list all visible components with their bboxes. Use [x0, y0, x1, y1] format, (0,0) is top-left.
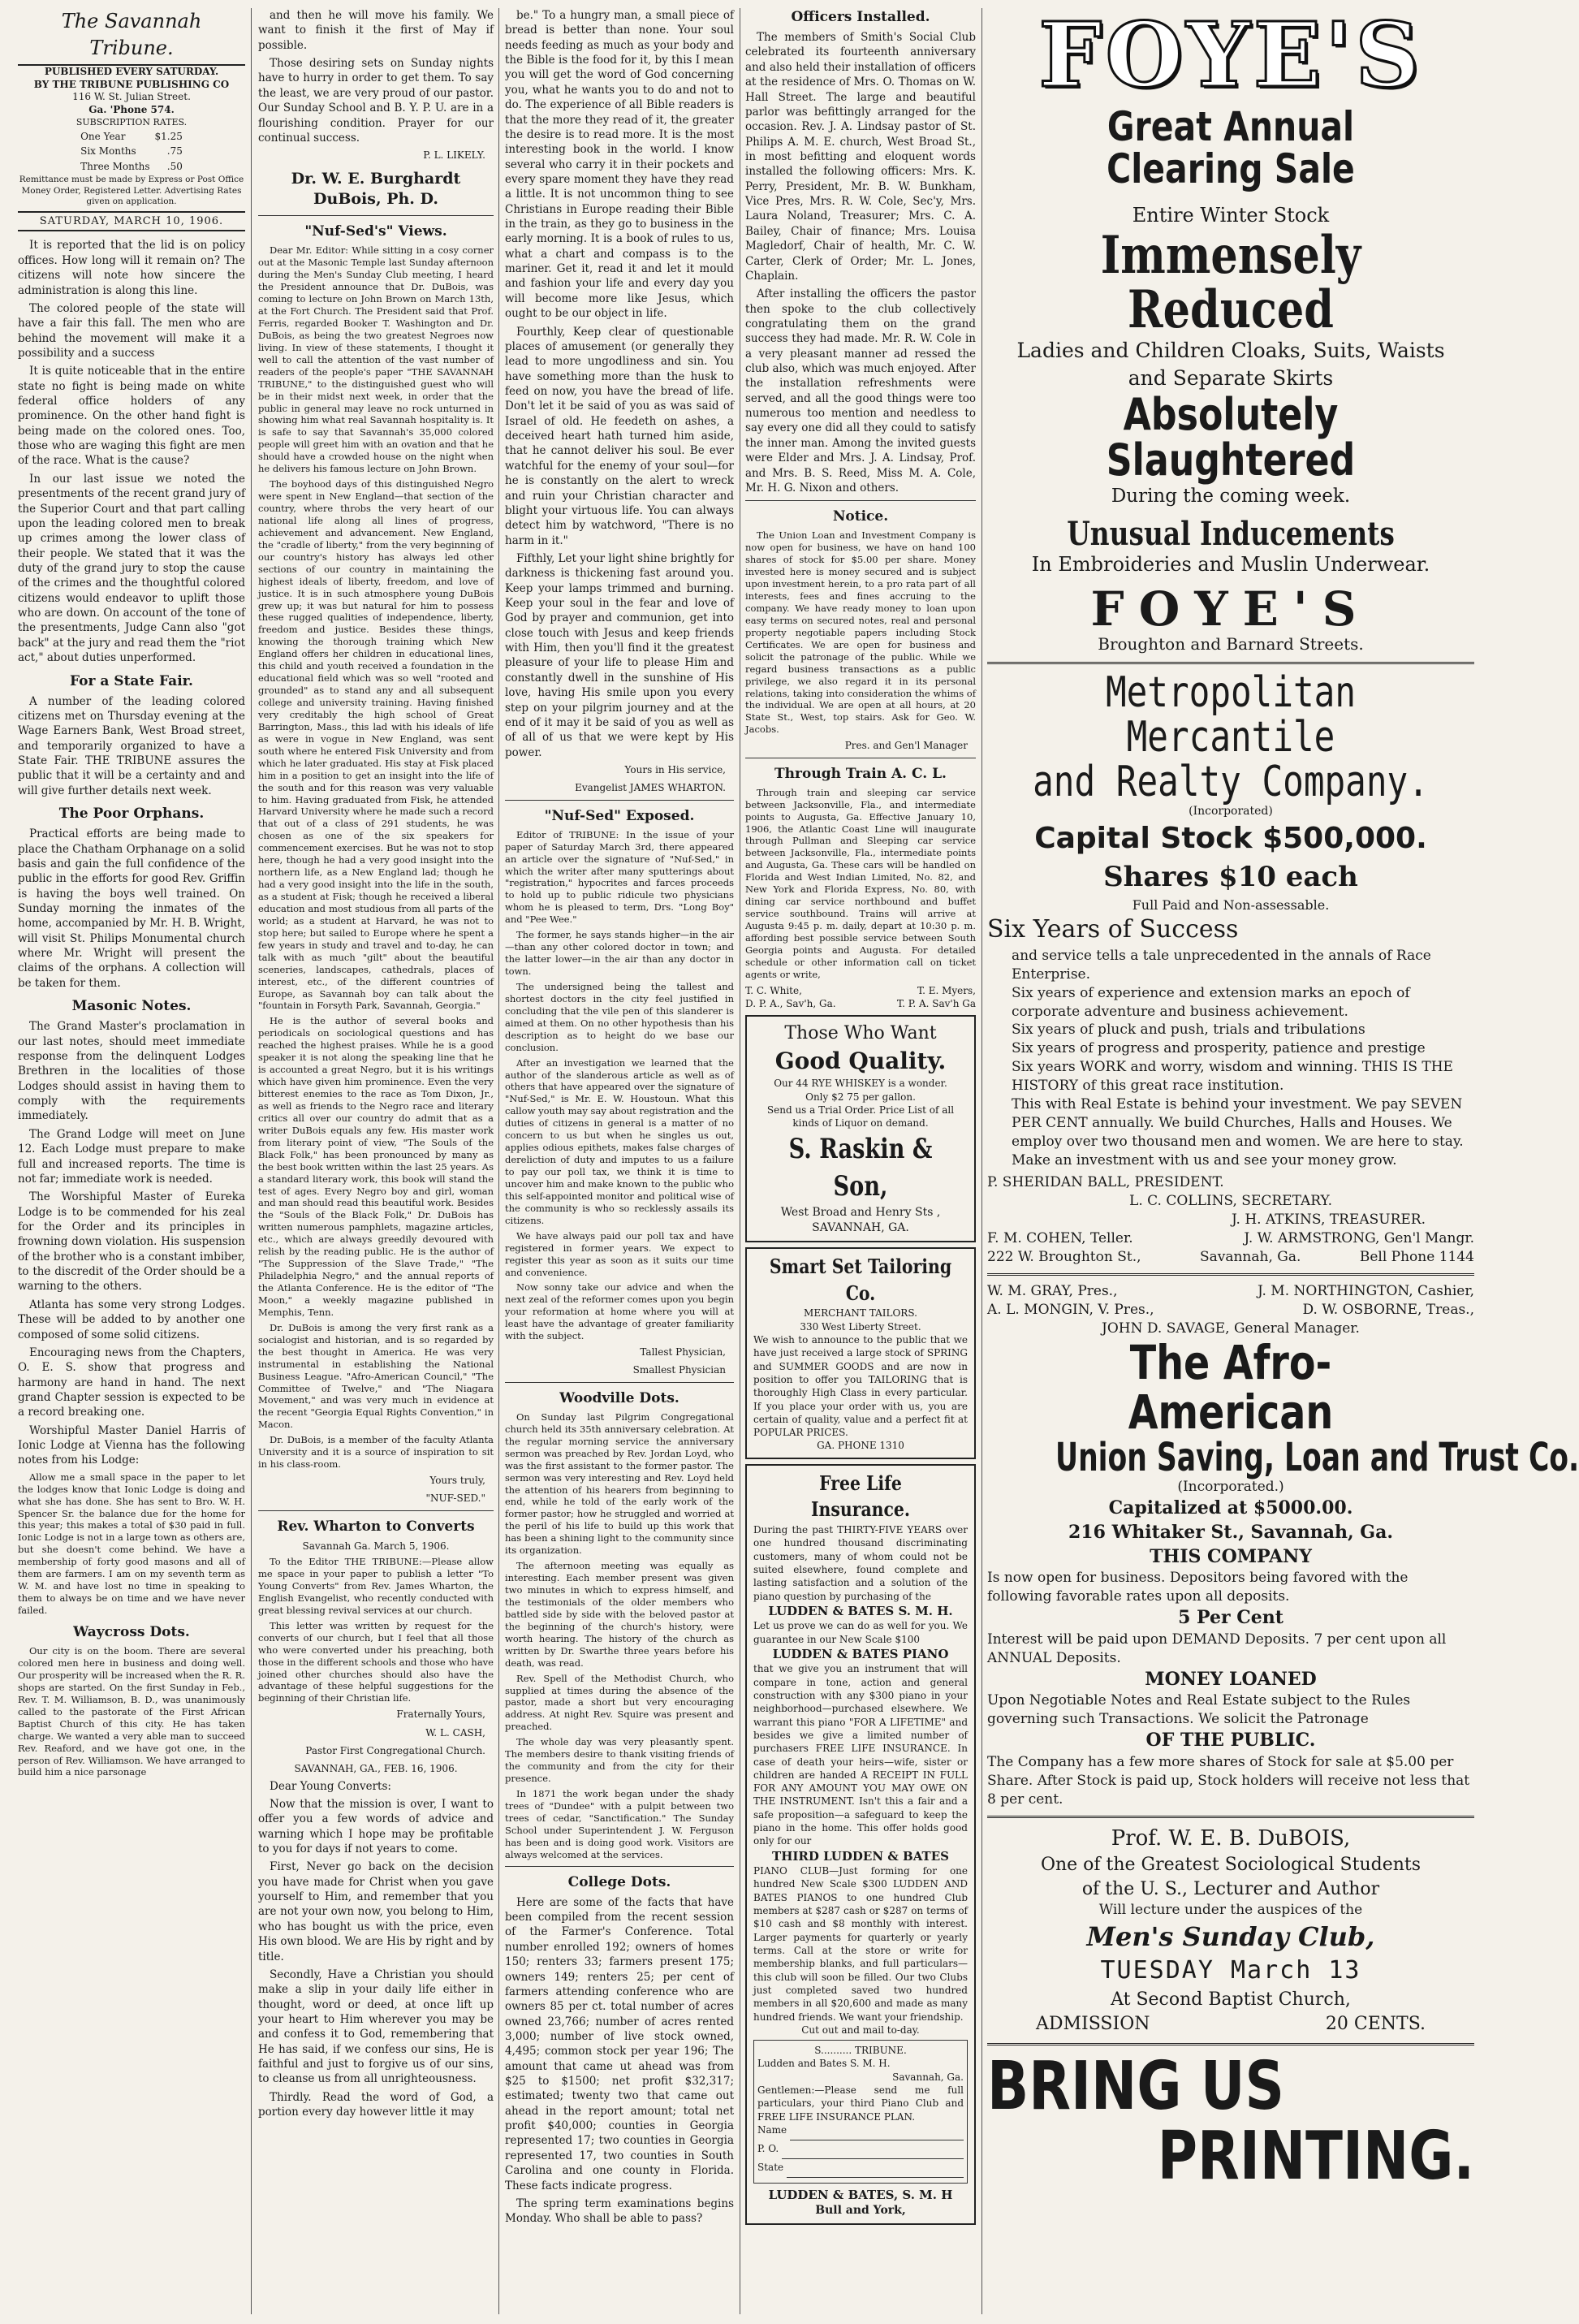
ad-line: In Embroideries and Muslin Underwear. — [1031, 553, 1430, 577]
officer-line: J. H. ATKINS, TREASURER. — [1232, 1211, 1426, 1228]
article-paragraph: Worshipful Master Daniel Harris of Ionic Lodge at Vienna has the following notes from his Lodge: — [18, 1423, 245, 1467]
headline-masonic-notes: Masonic Notes. — [71, 998, 192, 1015]
signature: Yours truly, — [429, 1475, 485, 1487]
article-paragraph: A number of the leading colored citizens met on Thursday evening at the Wage Earners Bank, West Broad street, and temporarily organized to have a State Fair. THE TRIBUNE assures the public that it will be a certainty and and will give further details next week. — [18, 694, 245, 797]
signature: Evangelist JAMES WHARTON. — [575, 782, 726, 794]
article-paragraph: and then he will move his family. We want to finish it the first of May if possible. — [258, 9, 494, 52]
article-paragraph: Encouraging news from the Chapters, O. E. S. show that progress and harmony are hand in hand. The next grand Chapter session is expected to be a record breaking one. — [18, 1346, 245, 1419]
admission-row — [987, 2012, 1474, 2037]
ad-line: that we give you an instrument that will compare in tone, action and general construction with any $300 piano in your neighborhood—purchased elsewhere. We warrant this piano "FOR A LIFETIME" and besides we give a limited number of purchasers FREE LIFE INSURANCE. In case of death your heirs—wife, sister or children are handed A RECEIPT IN FULL FOR ANY AMOUNT YOU MAY OWE ON THE INSTRUMENT. Isn't this a fair and a safe proposition—a safeguard to keep the piano in the home. This offer holds good only for our — [753, 1663, 968, 1847]
ad-line: Upon Negotiable Notes and Real Estate subject to the Rules governing such Transactions. We solicit the Patronage — [987, 1692, 1411, 1728]
officer-row — [987, 1229, 1474, 1248]
signature: T. C. White, — [745, 984, 802, 996]
ad-line: Entire Winter Stock — [1132, 203, 1330, 227]
coupon-line: Gentlemen:—Please send me full particulars, your third Piano Club and FREE LIFE INSURANCE PLAN. — [757, 2084, 964, 2123]
headline-notice: Notice. — [832, 508, 889, 525]
officer-row — [987, 1282, 1474, 1301]
coupon-line: Savannah, Ga. — [892, 2071, 964, 2083]
article-paragraph: Dr. DuBois is among the very first rank as a socialogist and historian, and is so regarded by the best thought in America. He was very instrumental in establishing the National Business League. "Afro-American Council," "The Committee of Twelve," and "The Niagara Movement," and was very much in evidence at the recent "Georgia Equal Rights Convention," in Macon. — [258, 1321, 494, 1431]
union-title: The Afro-American — [1128, 1335, 1334, 1441]
article-paragraph: The Grand Lodge will meet on June 12. Each Lodge must prepare to make full and increased reports. The time is not far; immediate work is needed. — [18, 1127, 245, 1186]
ad-line: Six years of pluck and push, trials and tribulations — [1012, 1022, 1365, 1039]
ad-line: Broughton and Barnard Streets. — [1098, 634, 1364, 654]
headline-officers-installed: Officers Installed. — [791, 9, 930, 25]
column-rule — [251, 8, 252, 2314]
coupon-line: S.......... TRIBUNE. — [814, 2045, 907, 2057]
ad-line: Our 44 RYE WHISKEY is a wonder. — [774, 1078, 947, 1090]
article-paragraph: The undersigned being the tallest and shortest doctors in the city feel justified in concluding that the vile pen of this slanderer is aimed at them. On no other hypothesis than his description as to height do we base our conclusion. — [505, 980, 734, 1053]
officer-line: J. W. ARMSTRONG, Gen'l Mangr. — [1244, 1229, 1474, 1246]
foyes-title: FOYE'S — [1038, 2, 1423, 107]
field-line — [787, 2162, 964, 2178]
officer-line: L. C. COLLINS, SECRETARY. — [1129, 1192, 1332, 1209]
rate-price: .50 — [166, 160, 183, 172]
signature: Smallest Physician — [632, 1364, 726, 1376]
ad-line: This with Real Estate is behind your investment. We pay SEVEN PER CENT annually. We build Churches, Halls and Houses. We employ over two thousand men and women. We are here to stay. Make an investment with us and see your money grow. — [1012, 1096, 1464, 1169]
remittance-note: Remittance must be made by Express or Post Office Money Order, Registered Letter. Advertising Rates given on application. — [19, 174, 244, 207]
field-line — [790, 2125, 964, 2140]
ad-line: LUDDEN & BATES S. M. H. — [768, 1603, 953, 1618]
ad-line: THIS COMPANY — [1150, 1545, 1312, 1567]
ad-footer: LUDDEN & BATES, S. M. H — [768, 2188, 953, 2203]
ad-line: Immensely Reduced — [1100, 224, 1361, 341]
ad-line: 216 Whitaker St., Savannah, Ga. — [1068, 1521, 1394, 1543]
ad-line: At Second Baptist Church, — [1111, 1989, 1351, 2010]
mail-coupon[interactable] — [753, 2040, 968, 2184]
rates-title: SUBSCRIPTION RATES. — [75, 116, 188, 127]
article-paragraph: This letter was written by request for the converts of our church, but I feel that all those who were converted under his preaching, both those in the different schools and those who have joined other churches should also have the advantage of these helpful suggestions for the beginning of their Christian life. — [258, 1619, 494, 1704]
printing-title: PRINTING. — [1157, 2117, 1474, 2195]
signature: Tallest Physician, — [640, 1346, 726, 1359]
ludden-bates-ad — [745, 1464, 976, 2226]
article-paragraph: After an investigation we learned that the author of the slanderous article as well as of others that have appeared over the signature of "Nuf-Sed," is Mr. E. W. Houstoun. What this callow youth may say about registration and the duties of citizens in general is a matter of no concern to us but when he singles us out, applies odious epithets, makes false charges of dereliction of duty and imputes to us a failure to pay our poll tax, we think it is time to uncover him and make known to the public who this self-appointed monitor and political wise of the community is who so recklessly assails its citizens. — [505, 1056, 734, 1226]
editorial-paragraph: The colored people of the state will have a fair this fall. The men who are behind the movement will make it a possibility and a success — [18, 301, 245, 360]
foyes-ad — [987, 2, 1474, 655]
headline-nufsed-views: "Nuf-Sed's" Views. — [304, 223, 447, 240]
union-saving-ad — [987, 1282, 1579, 1809]
article-paragraph: He is the author of several books and periodicals on sociological questions and has reached the highest praises. While he is a good speaker it is not along the speaking line that he is accounted a great Negro, but it is his writings which have given him prominence. Even the very bitterest enemies to the race as Tom Dixon, Jr., as well as friends to the Negro race and literary critics all over our country do admit that as a writer DuBois equals any few. His master work from literary point of view, "The Souls of the Black Folk," has been pronounced by many as the best book written within the last 25 years. As a standard literary work, this book will stand the test of ages. Every Negro boy and girl, woman and man should read this beautiful work. Besides the "Souls of the Black Folk," Dr. DuBois has written numerous pamphlets, magazine articles, etc., which are always greedily devoured with relish by the reading public. He is the author of "The Suppression of the Slave Trade," "The Philadelphia Negro," and the annual reports of the Atlanta Conference. He is the editor of "The Moon," a weekly magazine published in Memphis, Tenn. — [258, 1015, 494, 1318]
headline-college-dots: College Dots. — [567, 1873, 671, 1890]
article-paragraph: To the Editor THE TRIBUNE:—Please allow me space in your paper to publish a letter "To Young Converts" from Rev. James Wharton, the English Evangelist, who recently conducted with great blessing revival services at our church. — [258, 1556, 494, 1616]
ad-line: One of the Greatest Sociological Students — [1040, 1854, 1422, 1875]
ad-line: 5 Per Cent — [1178, 1607, 1283, 1629]
field-label: Name — [757, 2124, 787, 2136]
ad-line: Interest will be paid upon DEMAND Deposits. 7 per cent upon all ANNUAL Deposits. — [987, 1631, 1447, 1666]
ad-line: West Broad and Henry Sts , — [780, 1206, 941, 1220]
divider — [745, 500, 976, 501]
ad-line: Six years WORK and worry, wisdom and winning. THIS IS THE HISTORY of this great race institution. — [1012, 1059, 1453, 1095]
ad-line: During the coming week. — [1111, 486, 1351, 508]
name-field[interactable] — [757, 2123, 964, 2142]
signature: Pastor First Congregational Church. — [305, 1744, 485, 1756]
officer-line: F. M. COHEN, Teller. — [987, 1229, 1133, 1246]
ad-line: 20 CENTS. — [1325, 2013, 1426, 2034]
divider — [987, 662, 1474, 664]
signature: W. L. CASH, — [425, 1726, 485, 1739]
rate-row — [79, 145, 184, 158]
divider — [987, 1816, 1474, 1818]
article-paragraph: After installing the officers the pastor then spoke to the club collectively congratulating them on the grand success they had made. Mr. R. W. Cole in a very pleasant manner ad ressed the club also, which was much enjoyed. After the installation refreshments were served, and all the good things were too numerous too mention and needless to say every one did all they could to satisfy the inner man. Among the invited guests were Elder and Mrs. J. A. Lindsay, Prof. and Mrs. B. S. Reed, Miss M. A. Cole, Mr. H. G. Nixon and others. — [745, 287, 976, 495]
ad-line: and Separate Skirts — [1128, 366, 1334, 391]
ad-line: (Incorporated) — [1189, 805, 1273, 819]
rate-row — [79, 130, 184, 143]
column-5 — [987, 2, 1579, 2313]
ad-line: ADMISSION — [1036, 2013, 1150, 2034]
column-1 — [18, 8, 245, 2313]
column-rule — [498, 8, 499, 2314]
ad-line: Capital Stock $500,000. — [1034, 822, 1427, 856]
ad-name: S. Raskin & Son, — [788, 1132, 933, 1203]
field-label: State — [757, 2162, 784, 2174]
state-field[interactable] — [757, 2161, 964, 2179]
ad-line: LUDDEN & BATES PIANO — [772, 1646, 949, 1661]
train-signatures — [745, 984, 976, 997]
ad-footer: Bull and York, — [815, 2204, 906, 2218]
dateline: Savannah Ga. March 5, 1906. — [302, 1540, 450, 1552]
po-field[interactable] — [757, 2142, 964, 2161]
ad-line: Good Quality. — [774, 1048, 947, 1075]
ad-line: OF THE PUBLIC. — [1145, 1730, 1316, 1752]
headline-dubois: Dr. W. E. Burghardt DuBois, Ph. D. — [291, 169, 461, 209]
divider — [987, 2043, 1474, 2045]
article-paragraph: The members of Smith's Social Club celebrated its fourteenth anniversary and also held their installation of officers at the residence of Mrs. O. Thomas on W. Hall Street. The large and beautiful parlor was befittingly arranged for the occasion. Rev. J. A. Lindsay pastor of St. Philips A. M. E. church, West Broad St., in most befitting and eloquent words installed the following officers: Mrs. K. Perry, President, Mr. B. W. Bunkham, Vice Pres, Mrs. R. W. Cole, Sec'y, Mrs. Laura Noland, Treasurer; Mrs. C. A. Bailey, Chair of finance; Mrs. Louisa Magledorf, Chair of health, Mr. C. W. Carter, Clerk of Order; Mr. L. Jones, Chaplain. — [745, 31, 976, 283]
ad-line: 330 West Liberty Street. — [800, 1320, 921, 1333]
article-paragraph: The whole day was very pleasantly spent. The members desire to thank visiting friends of the community and from the city for their presence. — [505, 1736, 734, 1785]
ad-line: MERCHANT TAILORS. — [804, 1307, 917, 1320]
headline-through-train: Through Train A. C. L. — [774, 765, 947, 782]
train-signatures — [745, 997, 976, 1010]
raskin-ad — [745, 1015, 976, 1242]
headline-woodville-dots: Woodville Dots. — [559, 1389, 679, 1406]
article-paragraph: The Union Loan and Investment Company is now open for business, we have on hand 100 shares of stock for $5.00 per share. Money invested here is money secured and is subject upon investment herein, to a pro rata part of all interests, fees and fines accruing to the company. We have ready money to loan upon easy terms on secured notes, real and personal property negotiable papers including Stock Certificates. We are open for business and solicit the patronage of the public. While we regard business transactions as a public privilege, we also regard it in its personal relations, taking into consideration the whims of the individual. We are open at all hours, at 20 State St., West, top stairs. Ask for Geo. W. Jacobs. — [745, 529, 976, 736]
issue-date: SATURDAY, MARCH 10, 1906. — [18, 211, 245, 232]
article-paragraph: Dr. DuBois, is a member of the faculty Atlanta University and it is a source of inspiration to sit in his class-room. — [258, 1434, 494, 1471]
masthead-phone: Ga. 'Phone 574. — [88, 104, 175, 116]
ad-line: Six years of progress and prosperity, patience and prestige — [1012, 1040, 1426, 1057]
coupon-line: Ludden and Bates S. M. H. — [757, 2058, 891, 2070]
foyes-sub: Great Annual Clearing Sale — [1107, 102, 1355, 192]
field-line — [782, 2144, 964, 2159]
editorial-paragraph: It is quite noticeable that in the entire state no fight is being made on white federal office holders of any prominence. On the other hand fight is being made on the colored ones. Too, those who are waging this fight are men of the race. What is the cause? — [18, 365, 245, 468]
ad-line: Those Who Want — [784, 1023, 937, 1044]
article-paragraph: The Worshipful Master of Eureka Lodge is to be commended for his zeal for the Order and its principles in frowning down violation. His suspension of the brother who is a constant imbiber, to the discredit of the Order should be a warning to the others. — [18, 1190, 245, 1294]
ad-line: We wish to announce to the public that we have just received a large stock of SPRING and SUMMER GOODS and are now in position to offer you TAILORING that is thoroughly High Class in every particular. If you place your order with us, you are certain of quality, value and a perfect fit at POPULAR PRICES. — [753, 1333, 968, 1439]
headline-poor-orphans: The Poor Orphans. — [58, 806, 205, 823]
article-paragraph: Our city is on the boom. There are several colored men here in business and doing well. Our prosperity will be increased when the R. R. shops are started. On the first Sunday in Feb., Rev. T. M. Williamson, B. D., was unanimously called to the pastorate of the First African Baptist Church of this city. He has taken charge. We wanted a very able man to succeed Rev. Reaford, and we have got one, in the person of Rev. Williamson. We have arranged to build him a nice parsonage — [18, 1645, 245, 1778]
rates-table — [77, 128, 186, 175]
ad-line: Six Years of Success — [987, 915, 1239, 944]
article-paragraph: The boyhood days of this distinguished Negro were spent in New England—that section of the country, where throbs the very heart of our national life along all lines of progress, achievement and advancement. New England, the "cradle of liberty," from the very beginning of our country's history has always led other sections of our country in maintaining the highest ideals of liberty, freedom, and love of justice. It is in such atmosphere young DuBois grew up; it was but natural for him to possess these rugged qualities of independence, liberty, freedom and justice. Besides these things, knowing the thorough training which New England offers her children in educational lines, this child and youth received a foundation in the educational field which was so well "rooted and grounded" as to stand any and all subsequent college and university training. Having finished very creditably the high school of Great Barrington, Mass., this lad with his ideals of life as were in vogue in New England, was sent south where he entered Fisk University and from which he later graduated. His stay at Fisk placed him in a position to get an insight into the life of the south and for this reason was very valuable to him. Having graduated from Fisk, he attended Harvard University where he made such a record that out of a class of 291 students, he was chosen as one of the six speakers for commencement exercises. But he was not to stop here, though he had a very good insight into the northern life, as a New England lad; though he had a very good insight into the life in the south, as a student at Fisk; though he received a liberal education and most studious from all parts of the world; as a student at Harvard, he was not to stop here; but sailed to Europe where he spent a few years in study and travel and to-day, he can talk with as much "gilt" about the beautiful sceneries, landscapes, cathedrals, places of interest, etc., of the different countries of Europe, as Savannah boy can talk about the "fountain in Forsyth Park, Savannah, Georgia." — [258, 478, 494, 1012]
ad-line: The Company has a few more shares of Stock for sale at $5.00 per Share. After Stock is paid up, Stock holders will receive not less that 8 per cent. — [987, 1754, 1470, 1808]
article-paragraph: We have always paid our poll tax and have registered in former years. We expect to register this year as soon as it suits our time and convenience. — [505, 1229, 734, 1278]
column-2 — [258, 8, 494, 2313]
ad-line: Cut out and mail to-day. — [801, 2024, 920, 2036]
column-4 — [745, 8, 976, 2313]
address-row — [987, 1248, 1474, 1267]
union-title: Union Saving, Loan and Trust Co. — [1055, 1434, 1579, 1480]
article-paragraph: Allow me a small space in the paper to let the lodges know that Ionic Lodge is doing and what she has done. She has sent to Bro. W. H. Spencer Sr. the balance due for the home for this year; this makes a total of $30 paid in full. Ionic Lodge is not in a large town as others are, but she doesn't come behind. We have a membership of forty good masons and all of them are farmers. I am on my seventh term as W. M. and have lost no time in speaking to them to always be on time and we have never failed. — [18, 1471, 245, 1617]
article-paragraph: Fourthly, Keep clear of questionable places of amusement (or generally they lead to more ungodliness and sin. You have something more than the husk to feed on now, you have the bread of life. Don't let it be said of you as was said of Israel of old. He feedeth on ashes, a deceived heart hath turned him aside, that he cannot deliver his soul. Be ever watchful for the enemy of your soul—for he is constantly on the alert to wreck and ruin your Christian character and blight your virtuous life. You can always detect him by watchword, "There is no harm in it." — [505, 325, 734, 547]
rate-row — [79, 160, 184, 173]
ad-line: Prof. W. E. B. DuBOIS, — [1111, 1825, 1351, 1851]
metro-title: and Realty Company. — [1033, 757, 1429, 806]
masthead-publisher: BY THE TRIBUNE PUBLISHING CO — [33, 78, 230, 90]
article-paragraph: Here are some of the facts that have been compiled from the recent session of the Farmer's Conference. Total number enrolled 192; owners of homes 150; renters 33; farmers present 175; owners 149; renters 25; per cent of farmers attending conference who are owners 85 per ct. total number of acres owned 23,766; number of acres rented 3,000; number of live stock owned, 4,495; common stock per year 196; The amount that came ut ahead was from $25 to $1500; net profit $32,317; estimated; twenty two that came out ahead in the report amount; total net profit $40,000; counties in Georgia represented 17; two counties in Georgia represented 17, two counties in South Carolina and one county in Florida. These facts indicate progress. — [505, 1895, 734, 2192]
ad-name: Free Life Insurance. — [810, 1471, 911, 1522]
officer-line: D. W. OSBORNE, Treas., — [1302, 1302, 1474, 1319]
ad-line: Six years of experience and extension marks an epoch of corporate adventure and business achievement. — [1012, 984, 1410, 1020]
ad-line: Let us prove we can do as well for you. We guarantee in our New Scale $100 — [753, 1620, 968, 1645]
article-paragraph: Through train and sleeping car service between Jacksonville, Fla., and intermediate points to Augusta, Ga. Effective January 10, 1906, the Atlantic Coast Line will inaugurate through Pullman and Sleeping car service between Jacksonville, Fla., intermediate points and Augusta, Ga. These cars will be handled on Florida and West Indian Limited, No. 82, and New York and Florida Express, No. 80, with dining car service northbound and buffet service southbound. Trains will arrive at Augusta 9:45 p. m. daily, depart at 10:30 p. m. affording best possible service between South Georgia points and Augusta. For detailed schedule or other information call on ticket agents or write, — [745, 786, 976, 980]
article-paragraph: The afternoon meeting was equally as interesting. Each member present was given two minutes in which to express himself, and the testimonials of the older members who battled side by side with the beloved pastor at the beginning of the church's history, were worth hearing. The history of the church as written by Dr. Swarthe three years before his death, was read. — [505, 1560, 734, 1669]
editorial-paragraph: It is reported that the lid is on policy offices. How long will it remain on? The citizens will note how sincere the administration is along this line. — [18, 239, 245, 297]
ad-line: SAVANNAH, GA. — [812, 1221, 909, 1235]
ad-line: 222 W. Broughton St., — [987, 1248, 1141, 1265]
article-paragraph: Now sonny take our advice and when the next zeal of the reformer comes upon you begin your reformation at home where you will at least have the advantage of greater familiarity with the subject. — [505, 1281, 734, 1342]
ad-line: Bell Phone 1144 — [1359, 1248, 1474, 1265]
article-paragraph: The former, he says stands higher—in the air—than any other colored doctor in town; and the latter lower—in the air than any doctor in town. — [505, 929, 734, 978]
officer-row — [987, 1301, 1474, 1320]
printing-ad — [987, 2047, 1474, 2195]
headline-wharton: Rev. Wharton to Converts — [277, 1518, 475, 1535]
rate-price: $1.25 — [154, 130, 183, 142]
masthead-published: PUBLISHED EVERY SATURDAY. — [44, 66, 219, 78]
ad-line: GA. PHONE 1310 — [817, 1440, 904, 1452]
ad-line: Savannah, Ga. — [1199, 1248, 1301, 1265]
foyes-name: FOYE'S — [1090, 581, 1371, 637]
ad-line: MONEY LOANED — [1145, 1668, 1317, 1690]
article-paragraph: Editor of TRIBUNE: In the issue of your paper of Saturday March 3rd, there appeared an article over the signature of "Nuf-Sed," in which the writer after many sputterings about "registration," hypocrites and farces proceeds to hold up to public ridicule two physicians whom he is pleased to term, Drs. "Long Boy" and "Pee Wee." — [505, 828, 734, 926]
rate-label: One Year — [80, 130, 126, 142]
ad-line: TUESDAY March 13 — [1100, 1956, 1361, 1985]
article-paragraph: Those desiring sets on Sunday nights have to hurry in order to get them. To say the least, we are very proud of our pastor. Our Sunday School and B. Y. P. U. are in a flourishing condition. Prayer for our continual success. — [258, 57, 494, 145]
headline-state-fair: For a State Fair. — [70, 672, 193, 689]
column-rule — [981, 8, 982, 2314]
ad-line: Is now open for business. Depositors being favored with the following favorable rates upon all deposits. — [987, 1570, 1409, 1605]
article-paragraph: On Sunday last Pilgrim Congregational church held its 35th anniversary celebration. At the regular morning service the anniversary sermon was preached by Rev. Jordan Loyd, who was the first assistant to the former pastor. The sermon was very interesting and Rev. Loyd held the attention of his hearers from beginning to end, while he told of the early work of the former pastor; how he struggled and worried at the peril of his life to build up this work that has been a shining light to the community since its organization. — [505, 1410, 734, 1557]
ad-line: Full Paid and Non-assessable. — [1132, 896, 1330, 913]
signature: Pres. and Gen'l Manager — [844, 740, 968, 752]
officer-line: A. L. MONGIN, V. Pres., — [987, 1302, 1154, 1319]
divider — [505, 1382, 734, 1383]
article-paragraph: Rev. Spell of the Methodist Church, who supplied at times during the absence of the pastor, made a short but very encouraging address. At night Rev. Squire was present and preached. — [505, 1672, 734, 1733]
rate-label: Six Months — [80, 145, 136, 158]
article-paragraph: Secondly, Have a Christian you should make a slip in your daily life either in thought, word or deed, at once lift up your heart to Him wherever you may be and confess it to God, remembering that He has said, if we confess our sins, He is faithful and just to forgive us of our sins, to cleanse us from all unrighteousness. — [258, 1968, 494, 2086]
ad-line: PIANO CLUB—Just forming for one hundred New Scale $300 LUDDEN AND BATES PIANOS to one hundred Club members at $287 cash or $287 on terms of $10 cash and $8 monthly with interest. Larger payments for quarterly or yearly terms. Call at the store or write for membership blanks, and full particulars—this club will soon be filled. Our two Clubs just completed saved two hundred members in all $20,600 and made as many hundred friends. We want your friendship. — [753, 1865, 968, 2023]
ad-name: Smart Set Tailoring Co. — [769, 1255, 952, 1305]
metro-title: Metropolitan Mercantile — [1105, 668, 1357, 762]
field-label: P. O. — [757, 2143, 779, 2155]
ad-line: Unusual Inducements — [1067, 515, 1395, 554]
article-paragraph: Now that the mission is over, I want to offer you a few words of advice and warning which I hope may be profitable to you for days if not years to come. — [258, 1797, 494, 1856]
article-paragraph: The Grand Master's proclamation in our last notes, should meet immediate response from the delinquent Lodges Brethren in the localities of those Lodges should assist in having them to comply with the requirements immediately. — [18, 1020, 245, 1123]
editorial-paragraph: In our last issue we noted the presentments of the recent grand jury of the Superior Court and that part calling upon the leading colored men to break up crimes among the lower class of their people. We stated that it was the duty of the grand jury to stop the cause of the crimes and the thoughtful colored citizens would endeavor to uplift those who are down. On account of the tone of the presentments, Judge Cann also "got back" at the jury and read them the "riot act," about duties unperformed. — [18, 472, 245, 665]
ad-line: Only $2 75 per gallon. — [805, 1091, 916, 1103]
divider — [258, 1510, 494, 1511]
tailoring-ad — [745, 1247, 976, 1459]
ad-line: (Incorporated.) — [1177, 1479, 1284, 1496]
masthead-address: 116 W. St. Julian Street. — [72, 91, 191, 103]
officer-line: JOHN D. SAVAGE, General Manager. — [1102, 1320, 1360, 1337]
officer-line: P. SHERIDAN BALL, PRESIDENT. — [987, 1173, 1224, 1190]
ad-line: Shares $10 each — [1103, 860, 1358, 893]
masthead-title: The Savannah Tribune. — [18, 8, 245, 66]
ad-line: and service tells a tale unprecedented in the annals of Race Enterprise. — [1012, 947, 1431, 983]
dubois-lecture-ad — [987, 1825, 1474, 2037]
article-paragraph: Atlanta has some very strong Lodges. These will be added to by another one composed of some solid citizens. — [18, 1298, 245, 1341]
ad-line: Absolutely Slaughtered — [1106, 388, 1356, 486]
printing-title: BRING US — [987, 2047, 1284, 2125]
article-paragraph: Dear Mr. Editor: While sitting in a cosy corner out at the Masonic Temple last Sunday afternoon during the Men's Sunday Club meeting, I heard the President announce that Dr. DuBois, was coming to lecture on John Brown on March 13th, at the Fort Church. The President said that Prof. Ferris, regarded Booker T. Washington and Dr. DuBois, as being the two greatest Negroes now living. In view of these statements, I thought it well to call the attention of the vast number of readers of the people's paper "THE SAVANNAH TRIBUNE," to the distinguished guest who will be in their midst next week, in order that the public in general may leave no rock unturned in showing him what real Savannah hospitality is. It is safe to say that Savannah's 35,000 colored people will greet him with an ovation and that he should have a crowded house on the night when he delivers his famous lecture on John Brown. — [258, 244, 494, 475]
ad-line: of the U. S., Lecturer and Author — [1081, 1878, 1380, 1899]
ad-line: During the past THIRTY-FIVE YEARS over one hundred thousand discriminating customers, many of whom could not be suited elsewhere, found complete and lasting satisfaction and a solution of the piano question by purchasing of the — [753, 1524, 968, 1602]
signature: T. E. Myers, — [917, 984, 976, 996]
ad-line: Men's Sunday Club, — [1086, 1921, 1375, 1953]
headline-waycross-dots: Waycross Dots. — [73, 1623, 190, 1640]
ad-line: Send us a Trial Order. Price List of all kinds of Liquor on demand. — [766, 1104, 955, 1130]
article-paragraph: Thirdly. Read the word of God, a portion every day however little it may — [258, 2090, 494, 2119]
signature: T. P. A. Sav'h Ga — [896, 998, 976, 1010]
article-paragraph: First, Never go back on the decision you have made for Christ when you gave yourself to Him, and remember that you are not your own now, you belong to Him, who has bought us with the price, even His own blood. We are His by right and by title. — [258, 1860, 494, 1963]
officer-line: W. M. GRAY, Pres., — [987, 1283, 1118, 1299]
rate-price: .75 — [166, 145, 183, 158]
article-paragraph: In 1871 the work began under the shady trees of "Dundee" with a pulpit between two trees of cedar, "Sanctification." The Sunday School under Superintendent J. W. Ferguson has been and is doing good work. Visitors are always welcomed at the services. — [505, 1788, 734, 1860]
signature: Yours in His service, — [624, 763, 726, 775]
rate-label: Three Months — [80, 160, 150, 172]
article-paragraph: Practical efforts are being made to place the Chatham Orphanage on a solid basis and gain the full confidence of the public in the efforts for good Rev. Griffin is having the boys well trained. On Sunday morning the inmates of the home, accompanied by Mr. H. B. Wright, will visit St. Philips Monumental church where Mr. Wright will present the claims of the orphans. A collection will be taken for them. — [18, 827, 245, 990]
headline-nufsed-exposed: "Nuf-Sed" Exposed. — [544, 807, 695, 824]
divider — [987, 1273, 1474, 1276]
ad-line: Will lecture under the auspices of the — [1098, 1902, 1363, 1919]
signature: D. P. A., Sav'h, Ga. — [745, 998, 836, 1010]
ad-line: THIRD LUDDEN & BATES — [772, 1848, 949, 1864]
column-3 — [505, 8, 734, 2313]
divider — [258, 215, 494, 216]
article-paragraph: Fifthly, Let your light shine brightly for darkness is thickening fast around you. Keep your lamps trimmed and burning. Keep your soul in the fear and love of God by prayer and communion, get into close touch with Jesus and keep friends with Him, then you'll find it the greatest pleasure of your life to please Him and constantly dwell in the sunshine of His love, having His smile upon you every step on your pilgrim journey and at the end of it may it be said of you as well as of all of us that we were kept by His power. — [505, 551, 734, 759]
ad-line: Ladies and Children Cloaks, Suits, Waists — [1016, 339, 1445, 363]
article-paragraph: Dear Young Converts: — [270, 1779, 391, 1793]
divider — [505, 1866, 734, 1867]
signature: P. L. LIKELY. — [423, 149, 485, 162]
divider — [505, 800, 734, 801]
signature: Fraternally Yours, — [396, 1708, 485, 1721]
dateline: SAVANNAH, GA., FEB. 16, 1906. — [294, 1763, 458, 1775]
ad-line: Capitalized at $5000.00. — [1108, 1497, 1353, 1519]
officer-line: J. M. NORTHINGTON, Cashier, — [1257, 1283, 1474, 1299]
signature: "NUF-SED." — [425, 1492, 485, 1505]
metropolitan-ad — [987, 668, 1474, 1267]
article-paragraph: The spring term examinations begins Monday. Who shall be able to pass? — [505, 2197, 734, 2226]
article-paragraph: be." To a hungry man, a small piece of bread is better than none. Your soul needs feeding as much as your body and the Bible is the food for it, by this I mean you will get the word of God concerning you, what he wants you to do and not to do. The experience of all Bible readers is that the more they read of it, the greater the desire is to read more. It is the most interesting book in the world. I know several who carry it in their pockets and every spare moment they have they read a little. It is not uncommon thing to see Christians in Europe reading their Bible in the train, as they go to business in the early morning. It is a book of rules to us, what a chart and compass is to the mariner. Get it, read it and let it mould and fashion your life and every day you will become more like Jesus, which ought to be our object in life. — [505, 9, 734, 321]
